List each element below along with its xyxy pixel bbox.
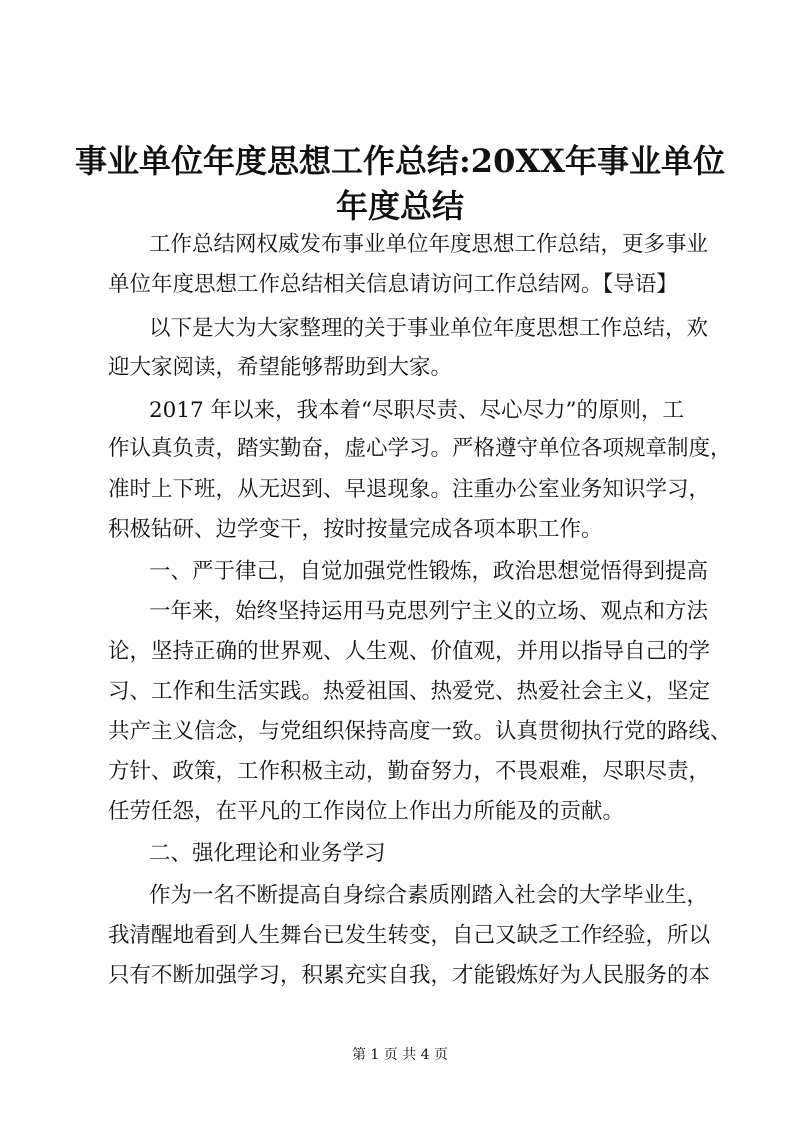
body-line-12: 习、工作和生活实践。热爱祖国、热爱党、热爱社会主义，坚定 — [108, 679, 711, 704]
body-line-4: 迎大家阅读，希望能够帮助到大家。 — [108, 355, 453, 380]
body-line-6: 作认真负责，踏实勤奋，虚心学习。严格遵守单位各项规章制度， — [108, 436, 732, 461]
body-line-16: 二、强化理论和业务学习 — [149, 841, 386, 866]
body-line-17: 作为一名不断提高自身综合素质刚踏入社会的大学毕业生， — [149, 883, 709, 908]
body-line-5: 2017 年以来，我本着“尽职尽责、尽心尽力”的原则，工 — [149, 398, 685, 423]
body-line-11: 论，坚持正确的世界观、人生观、价值观，并用以指导自己的学 — [108, 639, 711, 664]
body-line-9: 一、严于律己，自觉加强党性锻炼，政治思想觉悟得到提高 — [149, 559, 709, 584]
document-title-line-2: 年度总结 — [335, 187, 464, 225]
body-line-14: 方针、政策，工作积极主动，勤奋努力，不畏艰难，尽职尽责， — [108, 759, 711, 784]
body-line-1: 工作总结网权威发布事业单位年度思想工作总结，更多事业 — [149, 232, 709, 257]
body-line-19: 只有不断加强学习，积累充实自我，才能锻炼好为人民服务的本 — [108, 963, 711, 988]
body-line-8: 积极钻研、边学变干，按时按量完成各项本职工作。 — [108, 517, 603, 542]
body-line-10: 一年来，始终坚持运用马克思列宁主义的立场、观点和方法 — [149, 599, 709, 624]
page-footer: 第 1 页 共 4 页 — [351, 1047, 449, 1063]
document-title-line-1: 事业单位年度思想工作总结:20XX年事业单位 — [74, 142, 725, 180]
body-line-7: 准时上下班，从无迟到、早退现象。注重办公室业务知识学习， — [108, 477, 711, 502]
body-line-2: 单位年度思想工作总结相关信息请访问工作总结网。【导语】 — [108, 272, 678, 297]
body-line-15: 任劳任怨，在平凡的工作岗位上作出力所能及的贡献。 — [108, 799, 625, 824]
body-line-13: 共产主义信念，与党组织保持高度一致。认真贯彻执行党的路线、 — [108, 719, 732, 744]
body-line-18: 我清醒地看到人生舞台已发生转变，自己又缺乏工作经验，所以 — [108, 923, 711, 948]
body-line-3: 以下是大为大家整理的关于事业单位年度思想工作总结，欢 — [149, 316, 709, 341]
